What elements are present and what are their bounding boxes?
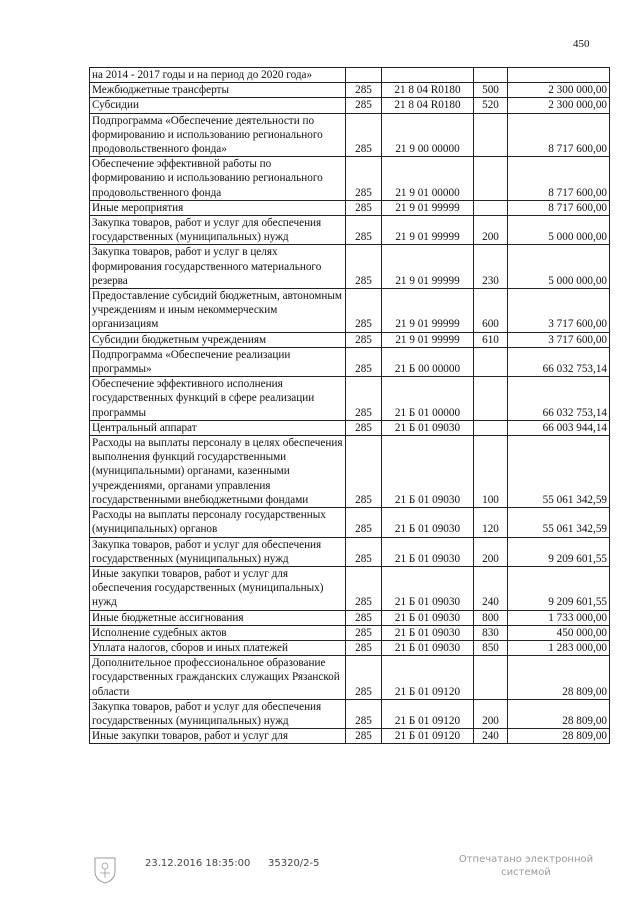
row-csr-cell: 21 Б 01 09030 (382, 420, 474, 435)
row-amount-cell: 3 717 600,00 (508, 289, 610, 333)
row-csr-cell: 21 9 01 99999 (382, 216, 474, 245)
row-gr-cell: 285 (346, 610, 382, 625)
row-name-cell: Подпрограмма «Обеспечение деятельности по формированию и использованию регионального продовольственного фонда» (90, 113, 346, 157)
row-amount-cell: 8 717 600,00 (508, 200, 610, 215)
row-name-cell: Закупка товаров, работ и услуг в целях формирования государственного материального резерва (90, 245, 346, 289)
row-csr-cell (382, 68, 474, 83)
row-csr-cell: 21 Б 01 09030 (382, 640, 474, 655)
row-name-cell: Закупка товаров, работ и услуг для обеспечения государственных (муниципальных) нужд (90, 216, 346, 245)
row-amount-cell: 55 061 342,59 (508, 436, 610, 508)
row-gr-cell: 285 (346, 537, 382, 566)
table-row (90, 508, 610, 537)
row-gr-cell: 285 (346, 656, 382, 700)
row-csr-cell: 21 Б 01 09120 (382, 699, 474, 728)
row-csr-cell: 21 8 04 R0180 (382, 98, 474, 113)
row-csr-cell: 21 9 01 99999 (382, 332, 474, 347)
row-gr-cell (346, 68, 382, 83)
row-name-cell: Исполнение судебных актов (90, 625, 346, 640)
row-amount-cell: 3 717 600,00 (508, 332, 610, 347)
row-amount-cell: 2 300 000,00 (508, 83, 610, 98)
row-vr-cell: 610 (474, 332, 508, 347)
row-vr-cell (474, 347, 508, 376)
row-vr-cell: 200 (474, 699, 508, 728)
row-vr-cell: 500 (474, 83, 508, 98)
row-gr-cell: 285 (346, 200, 382, 215)
row-vr-cell: 120 (474, 508, 508, 537)
row-name-cell: Центральный аппарат (90, 420, 346, 435)
row-amount-cell: 28 809,00 (508, 729, 610, 744)
row-amount-cell: 450 000,00 (508, 625, 610, 640)
table-row (90, 113, 610, 157)
row-csr-cell: 21 Б 01 09120 (382, 729, 474, 744)
table-row (90, 610, 610, 625)
row-vr-cell: 240 (474, 729, 508, 744)
footer-date: 23.12.2016 18:35:00 (145, 858, 251, 869)
row-name-cell: Иные мероприятия (90, 200, 346, 215)
row-gr-cell: 285 (346, 420, 382, 435)
row-csr-cell: 21 Б 01 09030 (382, 508, 474, 537)
table-row (90, 625, 610, 640)
table-row (90, 347, 610, 376)
row-vr-cell: 230 (474, 245, 508, 289)
row-name-cell: Субсидии (90, 98, 346, 113)
row-gr-cell: 285 (346, 347, 382, 376)
table-row (90, 68, 610, 83)
row-csr-cell: 21 9 01 99999 (382, 289, 474, 333)
table-row (90, 245, 610, 289)
row-csr-cell: 21 Б 01 09120 (382, 656, 474, 700)
row-csr-cell: 21 9 01 00000 (382, 157, 474, 201)
row-amount-cell: 28 809,00 (508, 656, 610, 700)
row-gr-cell: 285 (346, 113, 382, 157)
row-name-cell: Иные закупки товаров, работ и услуг для (90, 729, 346, 744)
row-gr-cell: 285 (346, 508, 382, 537)
row-vr-cell: 600 (474, 289, 508, 333)
table-row (90, 640, 610, 655)
page-footer (0, 848, 640, 898)
row-vr-cell: 520 (474, 98, 508, 113)
row-vr-cell (474, 113, 508, 157)
table-row (90, 98, 610, 113)
row-amount-cell: 55 061 342,59 (508, 508, 610, 537)
row-gr-cell: 285 (346, 83, 382, 98)
footer-doc-number: 35320/2-5 (268, 858, 320, 869)
row-name-cell: Предоставление субсидий бюджетным, автономным учреждениям и иным некоммерческим организациям (90, 289, 346, 333)
row-name-cell: Уплата налогов, сборов и иных платежей (90, 640, 346, 655)
row-gr-cell: 285 (346, 640, 382, 655)
row-name-cell: Иные закупки товаров, работ и услуг для обеспечения государственных (муниципальных) нужд (90, 566, 346, 610)
row-name-cell: Межбюджетные трансферты (90, 83, 346, 98)
row-name-cell: Иные бюджетные ассигнования (90, 610, 346, 625)
row-name-cell: Дополнительное профессиональное образование государственных гражданских служащих Рязанской области (90, 656, 346, 700)
row-amount-cell: 5 000 000,00 (508, 245, 610, 289)
row-vr-cell: 200 (474, 537, 508, 566)
page-number: 450 (573, 38, 590, 50)
row-amount-cell: 28 809,00 (508, 699, 610, 728)
table-row (90, 289, 610, 333)
table-row (90, 420, 610, 435)
table-row (90, 200, 610, 215)
row-gr-cell: 285 (346, 98, 382, 113)
footer-stamp-line1: Отпечатано электронной (458, 854, 594, 865)
footer-stamp-line2: системой (501, 867, 551, 878)
row-csr-cell: 21 9 01 99999 (382, 200, 474, 215)
table-row (90, 566, 610, 610)
row-amount-cell: 9 209 601,55 (508, 566, 610, 610)
row-amount-cell (508, 68, 610, 83)
row-amount-cell: 8 717 600,00 (508, 157, 610, 201)
row-vr-cell: 850 (474, 640, 508, 655)
row-name-cell: Закупка товаров, работ и услуг для обеспечения государственных (муниципальных) нужд (90, 537, 346, 566)
row-name-cell: Обеспечение эффективной работы по формированию и использованию регионального продовольственного фонда (90, 157, 346, 201)
budget-table (89, 67, 610, 744)
row-gr-cell: 285 (346, 699, 382, 728)
row-name-cell: Расходы на выплаты персоналу государственных (муниципальных) органов (90, 508, 346, 537)
table-row (90, 83, 610, 98)
row-gr-cell: 285 (346, 566, 382, 610)
table-row (90, 157, 610, 201)
row-gr-cell: 285 (346, 729, 382, 744)
row-gr-cell: 285 (346, 216, 382, 245)
row-csr-cell: 21 9 01 99999 (382, 245, 474, 289)
row-amount-cell: 66 003 944,14 (508, 420, 610, 435)
row-csr-cell: 21 Б 01 09030 (382, 436, 474, 508)
row-amount-cell: 1 283 000,00 (508, 640, 610, 655)
row-name-cell: на 2014 - 2017 годы и на период до 2020 года» (90, 68, 346, 83)
row-name-cell: Субсидии бюджетным учреждениям (90, 332, 346, 347)
row-name-cell: Закупка товаров, работ и услуг для обеспечения государственных (муниципальных) нужд (90, 699, 346, 728)
row-vr-cell (474, 377, 508, 421)
row-vr-cell (474, 420, 508, 435)
row-name-cell: Обеспечение эффективного исполнения государственных функций в сфере реализации программы (90, 377, 346, 421)
row-name-cell: Расходы на выплаты персоналу в целях обеспечения выполнения функций государственными (муниципальными) органами, казенными учреждениями, органами управления государственными внебюджетными фондами (90, 436, 346, 508)
table-row (90, 436, 610, 508)
row-vr-cell (474, 656, 508, 700)
row-name-cell: Подпрограмма «Обеспечение реализации программы» (90, 347, 346, 376)
coat-of-arms-icon (92, 854, 118, 884)
row-vr-cell: 100 (474, 436, 508, 508)
row-gr-cell: 285 (346, 157, 382, 201)
row-csr-cell: 21 Б 01 09030 (382, 610, 474, 625)
row-amount-cell: 5 000 000,00 (508, 216, 610, 245)
row-amount-cell: 9 209 601,55 (508, 537, 610, 566)
row-vr-cell: 200 (474, 216, 508, 245)
row-vr-cell: 830 (474, 625, 508, 640)
table-row (90, 699, 610, 728)
table-row (90, 537, 610, 566)
table-row (90, 377, 610, 421)
budget-table-body (90, 68, 610, 744)
row-gr-cell: 285 (346, 625, 382, 640)
row-amount-cell: 66 032 753,14 (508, 377, 610, 421)
row-vr-cell (474, 68, 508, 83)
row-gr-cell: 285 (346, 436, 382, 508)
row-csr-cell: 21 Б 00 00000 (382, 347, 474, 376)
row-csr-cell: 21 Б 01 09030 (382, 537, 474, 566)
table-row (90, 216, 610, 245)
row-gr-cell: 285 (346, 377, 382, 421)
row-amount-cell: 1 733 000,00 (508, 610, 610, 625)
row-gr-cell: 285 (346, 245, 382, 289)
footer-stamp (446, 853, 606, 879)
row-vr-cell: 800 (474, 610, 508, 625)
row-vr-cell: 240 (474, 566, 508, 610)
row-gr-cell: 285 (346, 289, 382, 333)
row-csr-cell: 21 Б 01 09030 (382, 625, 474, 640)
table-row (90, 729, 610, 744)
row-amount-cell: 66 032 753,14 (508, 347, 610, 376)
row-amount-cell: 8 717 600,00 (508, 113, 610, 157)
row-amount-cell: 2 300 000,00 (508, 98, 610, 113)
row-csr-cell: 21 8 04 R0180 (382, 83, 474, 98)
row-csr-cell: 21 9 00 00000 (382, 113, 474, 157)
row-csr-cell: 21 Б 01 00000 (382, 377, 474, 421)
row-gr-cell: 285 (346, 332, 382, 347)
table-row (90, 656, 610, 700)
row-vr-cell (474, 200, 508, 215)
row-vr-cell (474, 157, 508, 201)
table-row (90, 332, 610, 347)
row-csr-cell: 21 Б 01 09030 (382, 566, 474, 610)
